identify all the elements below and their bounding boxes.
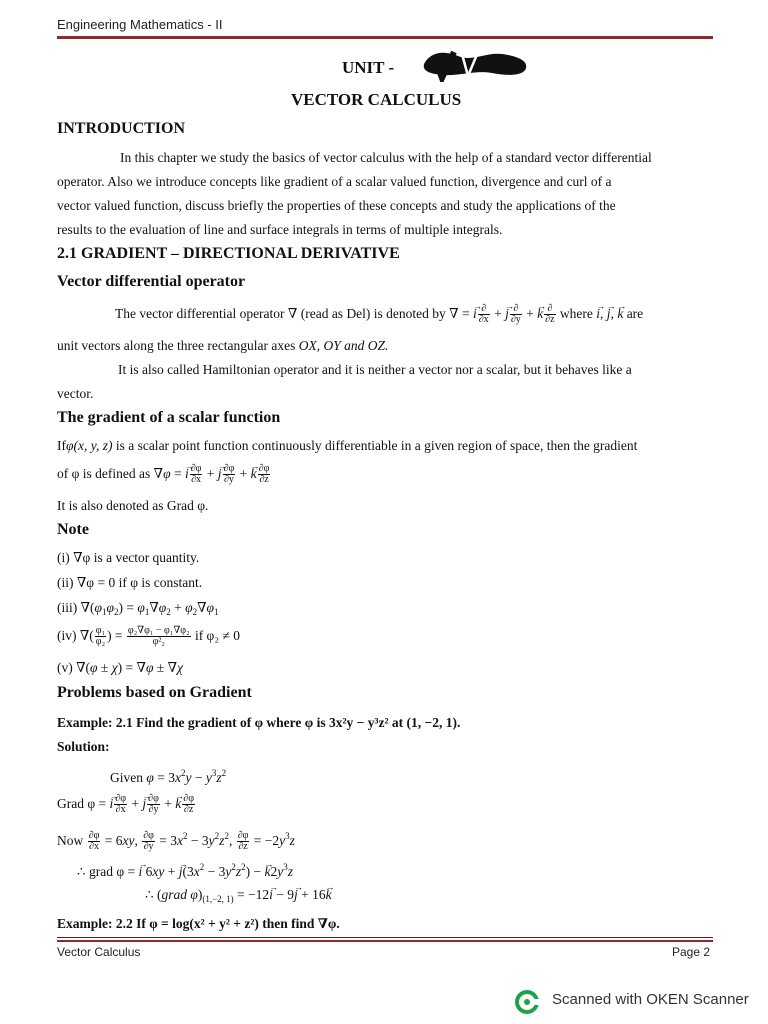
- therefore-grad-line: ∴ grad φ = → i 6xy + → $j(3x^2 - 3y^2z^2)$ − → $k2y^3z$: [77, 855, 293, 884]
- gradient-heading: The gradient of a scalar function: [57, 409, 281, 426]
- page-number: Page 2: [672, 945, 711, 959]
- gradient-line-1-rest: is a scalar point function continuously differentiable in a given region of space, then the gradient: [115, 438, 638, 453]
- given-label: Given: [110, 770, 143, 785]
- footer-rule-top: [57, 937, 713, 938]
- chapter-title: VECTOR CALCULUS: [291, 90, 462, 109]
- note-v: (v) ∇(φ ± χ) = ∇φ ± ∇χ: [57, 660, 183, 675]
- note-ii: (ii) ∇φ = 0 if φ is constant.: [57, 575, 203, 590]
- operator-heading: Vector differential operator: [57, 273, 246, 290]
- operator-line-2: [57, 334, 388, 358]
- note-iii: (iii) $\nabla(\varphi_1\varphi_2) = \varphi_1\nabla\varphi_2 + \varphi_2\nabla\varphi_1$: [57, 600, 219, 617]
- operator-line-3: It is also called Hamiltonian operator and it is neither a vector nor a scalar, but it behaves like a: [118, 362, 632, 377]
- now-label: Now: [57, 833, 84, 848]
- handwritten-scribble: [420, 46, 532, 82]
- scanner-watermark: Scanned with OKEN Scanner: [552, 991, 749, 1008]
- operator-line-4: vector.: [57, 386, 94, 401]
- gradient-line-2: [57, 462, 271, 486]
- grad-label: Grad φ =: [57, 796, 107, 811]
- if-text: If: [57, 438, 66, 453]
- are-text: are: [626, 306, 644, 321]
- gradient-line-1: Ifφ(x, y, z) is a scalar point function continuously differentiable in a given region of space, then the gradient: [57, 438, 638, 453]
- therefore-grad-label: ∴ grad φ =: [77, 864, 136, 879]
- unit-label: UNIT -: [342, 58, 395, 77]
- note-heading: Note: [57, 521, 89, 538]
- intro-line-1: In this chapter we study the basics of vector calculus with the help of a standard vector differential: [120, 150, 652, 165]
- grad-line: Grad φ = → i $\frac{\partial\varphi}{\partial x}$ + → j $\frac{\partial\varphi}{\partial y}$ + → k $\frac{\partial\varphi}{\partial z}$: [57, 792, 196, 816]
- note-iv-label: (iv): [57, 628, 77, 643]
- oken-scanner-logo-icon: [515, 990, 539, 1014]
- intro-line-4: results to the evaluation of line and surface integrals in terms of multiple integrals.: [57, 222, 503, 237]
- note-i: (i) ∇φ is a vector quantity.: [57, 550, 200, 565]
- example-2-2: Example: 2.2 If φ = log(x² + y² + z²) then find ∇φ.: [57, 916, 340, 931]
- now-line: Now $\frac{\partial\varphi}{\partial x}$ = 6xy, $\frac{\partial\varphi}{\partial y}$ = $3x^2 - 3y^2z^2$, $\frac{\partial\varphi}{\partial z}$ = $-2y^3z$: [57, 830, 295, 853]
- intro-heading: INTRODUCTION: [57, 120, 186, 137]
- example-2-1: Example: 2.1 Find the gradient of φ where φ is 3x²y − y³z² at (1, −2, 1).: [57, 715, 461, 730]
- note-iv-condition: if φ₂ ≠ 0: [194, 628, 240, 643]
- note-v-label: (v): [57, 660, 73, 675]
- solution-label: Solution:: [57, 739, 110, 754]
- note-iii-label: (iii): [57, 600, 78, 615]
- footer-rule: [57, 940, 713, 942]
- note-iv: (iv) ∇( $\frac{\text{φ₁}}{\text{φ₂}}$ ) = $\frac{\text{φ₂∇φ₁ − φ₁∇φ₂}}{\text{φ²₂}}$ if φ₂ ≠ 0: [57, 625, 240, 648]
- operator-definition: [115, 302, 643, 326]
- where-text: where: [559, 306, 593, 321]
- del-formula: ∇ = → i $\frac{\partial}{\partial x}$ + → j $\frac{\partial}{\partial y}$ + → k $\frac{\partial}{\partial z}$: [449, 306, 556, 321]
- gradient-formula: ∇φ = → i $\frac{\partial\varphi}{\partial x}$ + → j $\frac{\partial\varphi}{\partial y}$ + → k $\frac{\partial\varphi}{\partial z}$: [154, 466, 272, 481]
- section-heading: 2.1 GRADIENT – DIRECTIONAL DERIVATIVE: [57, 245, 400, 262]
- axes-names: OX, OY and OZ.: [298, 338, 389, 353]
- running-header: Engineering Mathematics - II: [57, 17, 223, 32]
- footer-left: Vector Calculus: [57, 945, 141, 959]
- unit-vectors: → i, → j, → k: [596, 306, 623, 321]
- header-rule: [57, 36, 713, 39]
- intro-line-3: vector valued function, discuss briefly the properties of these concepts and study the applications of the: [57, 198, 616, 213]
- axes-text: unit vectors along the three rectangular axes: [57, 338, 296, 353]
- intro-line-2: operator. Also we introduce concepts like gradient of a scalar valued function, divergence and curl of a: [57, 174, 612, 189]
- result-line: ∴ (grad $\varphi)_{(1,-2, 1)} = -12\to i - 9\to j + 16\to k$: [145, 883, 332, 911]
- operator-text: The vector differential operator ∇ (read as Del) is denoted by: [115, 306, 446, 321]
- given-line: Given $\varphi = 3x^2y - y^3z^2$: [110, 768, 227, 785]
- defined-as-text: of φ is defined as: [57, 466, 151, 481]
- gradient-line-3: It is also denoted as Grad φ.: [57, 498, 209, 513]
- problems-heading: Problems based on Gradient: [57, 684, 252, 701]
